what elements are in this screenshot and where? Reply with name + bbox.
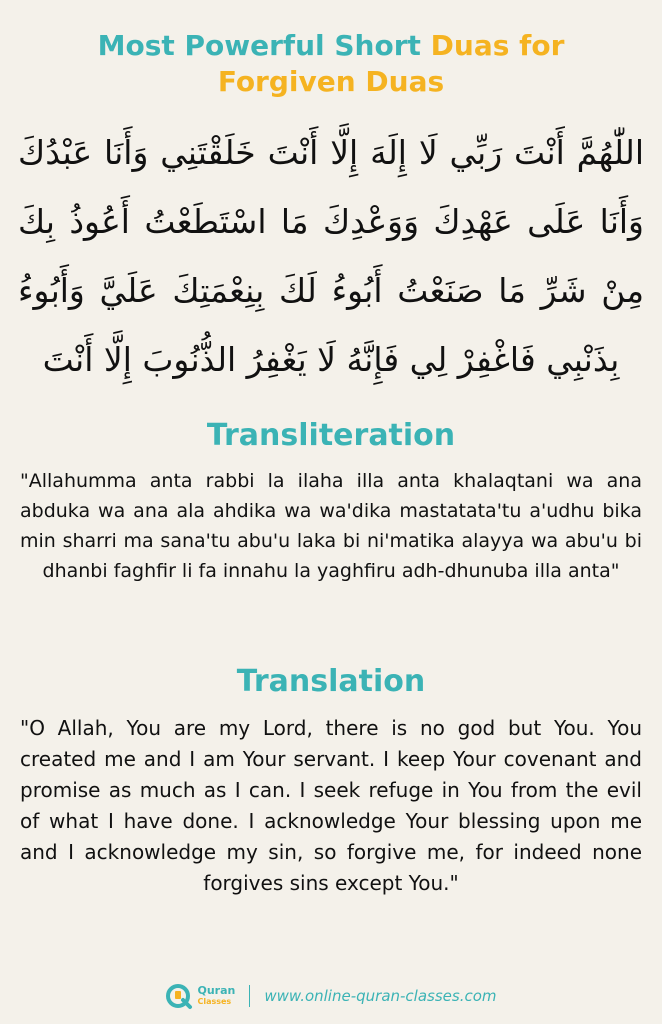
website-link[interactable]: www.online-quran-classes.com <box>264 987 497 1005</box>
translation-text: "O Allah, You are my Lord, there is no god but You. You created me and I am Your servant. I keep Your covenant and promise as much as I can. I seek refuge in You from the evil of what I have done. I acknowledge Your blessing upon me and I acknowledge my sin, so forgive me, for indeed none forgives sins except You." <box>20 716 642 895</box>
footer <box>0 978 662 1014</box>
page-title <box>0 28 662 100</box>
footer-divider <box>249 985 250 1007</box>
transliteration-heading: Transliteration <box>206 418 456 453</box>
title-part-1: Most Powerful Short <box>97 29 431 62</box>
translation-heading: Translation <box>236 664 426 699</box>
logo-wordmark <box>197 985 235 1007</box>
title-part-2: Duas for <box>430 29 565 62</box>
title-part-3: Forgiven Duas <box>217 65 445 98</box>
transliteration-text: "Allahumma anta rabbi la ilaha illa anta khalaqtani wa ana abduka wa ana ala ahdika wa wa'dika mastatata'tu a'udhu bika min sharri ma sana'tu abu'u laka bi ni'matika alayya wa abu'u bi dhanbi faghfir li fa innahu la yaghfiru adh-dhunuba illa anta" <box>20 470 642 582</box>
logo-line-2: Classes <box>197 997 232 1006</box>
logo-line-1: Quran <box>197 984 236 997</box>
quran-classes-logo-icon <box>165 982 193 1010</box>
arabic-dua-text: اللّٰهُمَّ أَنْتَ رَبِّي لَا إِلَهَ إِلَّا أَنْتَ خَلَقْتَنِي وَأَنَا عَبْدُكَ وَأَنَا عَلَى عَهْدِكَ وَوَعْدِكَ مَا اسْتَطَعْتُ أَعُوذُ بِكَ مِنْ شَرِّ مَا صَنَعْتُ أَبُوءُ لَكَ بِنِعْمَتِكَ عَلَيَّ وَأَبُوءُ بِذَنْبِي فَاغْفِرْ لِي فَإِنَّهُ لَا يَغْفِرُ الذُّنُوبَ إِلَّا أَنْتَ <box>18 133 644 379</box>
brand-logo <box>165 982 235 1010</box>
